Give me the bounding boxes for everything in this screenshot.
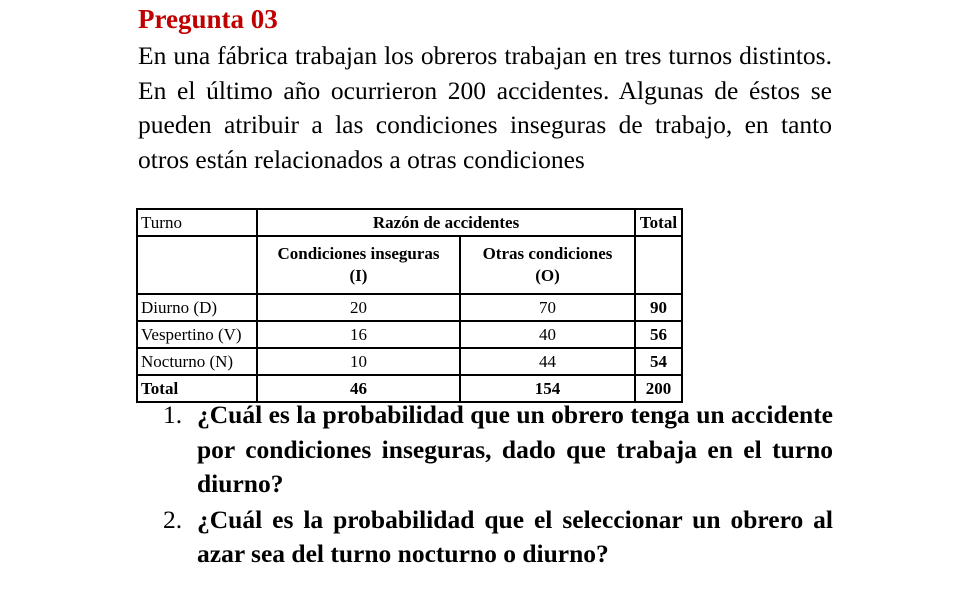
header-total: Total [635,209,682,236]
row-otras: 40 [460,321,635,348]
header-razon: Razón de accidentes [257,209,635,236]
header-turno: Turno [137,209,257,236]
header-otras-code: (O) [535,266,560,285]
question-title: Pregunta 03 [138,4,278,34]
header-inseguras [257,236,460,294]
row-total: 56 [635,321,682,348]
row-turno: Nocturno (N) [137,348,257,375]
header-otras-label: Otras condiciones [482,244,613,263]
table-row [137,348,682,375]
totals-inseguras: 46 [257,375,460,402]
header-inseguras-code: (I) [349,266,368,285]
row-total: 90 [635,294,682,321]
header-empty-cell [635,236,682,294]
row-otras: 44 [460,348,635,375]
totals-otras: 154 [460,375,635,402]
question-text: ¿Cuál es la probabilidad que el seleccionar un obrero al azar sea del turno nocturno o diurno? [197,504,833,568]
header-inseguras-label: Condiciones inseguras [277,244,440,263]
row-turno: Diurno (D) [137,294,257,321]
row-turno: Vespertino (V) [137,321,257,348]
question-item [163,398,833,502]
row-otras: 70 [460,294,635,321]
table-row [137,294,682,321]
problem-statement: En una fábrica trabajan los obreros trabajan en tres turnos distintos. En el último año ocurrieron 200 accidentes. Algunas de éstos se pueden atribuir a las condiciones inseguras de trabajo, en tanto otros están relacionados a otras condiciones [138,41,832,174]
question-list [163,398,833,572]
header-empty-cell [137,236,257,294]
question-text: ¿Cuál es la probabilidad que un obrero tenga un accidente por condiciones inseguras, dado que trabaja en el turno diurno? [197,400,833,498]
row-inseguras: 20 [257,294,460,321]
row-inseguras: 16 [257,321,460,348]
table-header-row [137,209,682,236]
totals-label: Total [137,375,257,402]
question-number: 2. [163,504,183,534]
row-inseguras: 10 [257,348,460,375]
question-item [163,503,833,572]
totals-total: 200 [635,375,682,402]
question-number: 1. [163,400,183,429]
header-otras [460,236,635,294]
table-row [137,321,682,348]
row-total: 54 [635,348,682,375]
table-subheader-row [137,236,682,294]
accident-table [136,208,683,403]
